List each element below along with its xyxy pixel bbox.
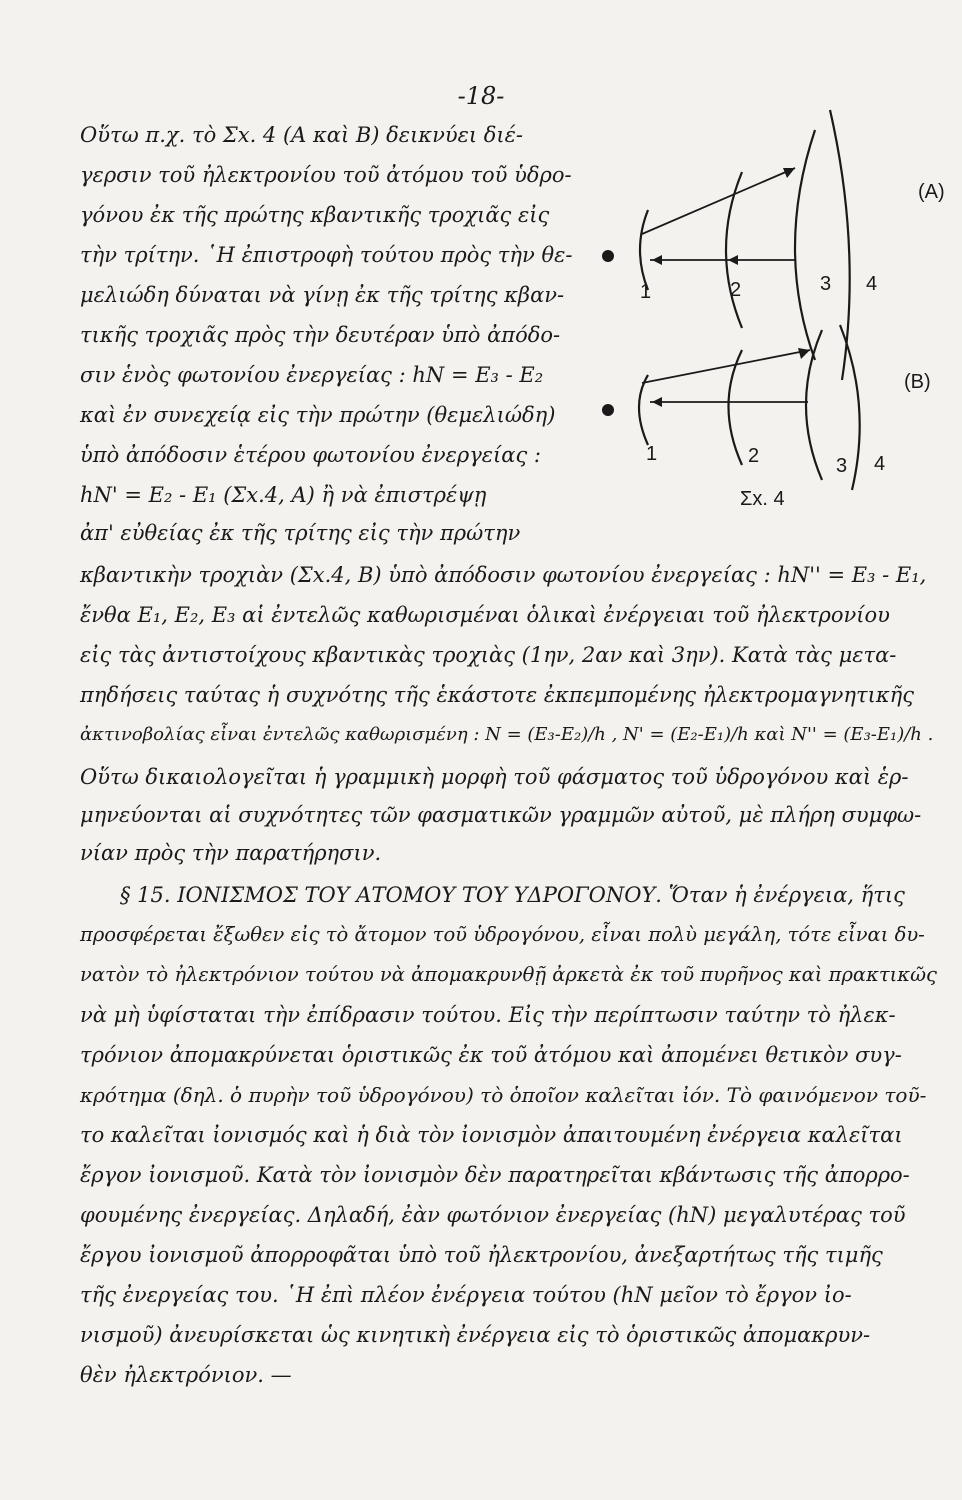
text-line: hN' = E₂ - E₁ (Σx.4, A) ἢ νὰ ἐπιστρέψῃ (80, 483, 487, 507)
orbit-b-label-4: 4 (874, 453, 886, 475)
text-line: Οὕτω π.χ. τὸ Σx. 4 (Α καὶ Β) δεικνύει διέ- (80, 123, 524, 147)
text-line: εἰς τὰς ἀντιστοίχους κβαντικὰς τροχιὰς (1ην, 2αν καὶ 3ην). Κατὰ τὰς μετα- (80, 643, 897, 667)
orbit-b-1 (639, 375, 648, 445)
text-line: κρότημα (δηλ. ὁ πυρὴν τοῦ ὑδρογόνου) τὸ ὁποῖον καλεῖται ἰόν. Τὸ φαινόμενον τοῦ- (80, 1083, 927, 1107)
text-line: ὑπὸ ἀπόδοσιν ἑτέρου φωτονίου ἐνεργείας : (80, 443, 541, 467)
text-line: τὴν τρίτην. ῾Η ἐπιστροφὴ τούτου πρὸς τὴν θε- (80, 243, 573, 267)
diagram-part-b (602, 325, 931, 490)
figure-orbit-transitions (590, 100, 960, 520)
text-line: νίαν πρὸς τὴν παρατήρησιν. (80, 841, 382, 865)
orbit-diagram (590, 100, 960, 520)
orbit-a-label-4: 4 (866, 273, 878, 295)
text-line: ἔνθα E₁, E₂, E₃ αἱ ἐντελῶς καθωρισμέναι ὁλικαὶ ἐνέργειαι τοῦ ἠλεκτρονίου (80, 603, 890, 627)
text-line: νατὸν τὸ ἠλεκτρόνιον τούτου νὰ ἀπομακρυνθῇ ἀρκετὰ ἐκ τοῦ πυρῆνος καὶ πρακτικῶς (80, 963, 937, 986)
text-line: σιν ἑνὸς φωτονίου ἐνεργείας : hN = E₃ - E₂ (80, 363, 544, 387)
orbit-b-label-1: 1 (646, 443, 658, 465)
text-line: τρόνιον ἀπομακρύνεται ὁριστικῶς ἐκ τοῦ ἀτόμου καὶ ἀπομένει θετικὸν συγ- (80, 1043, 902, 1067)
text-line: ἔργον ἰονισμοῦ. Κατὰ τὸν ἰονισμὸν δὲν παρατηρεῖται κβάντωσις τῆς ἀπορρο- (80, 1163, 910, 1187)
section-heading: § 15. ΙΟΝΙΣΜΟΣ ΤΟΥ ΑΤΟΜΟΥ ΤΟΥ ΥΔΡΟΓΟΝΟΥ. Ὅταν ἡ ἐνέργεια, ἥτις (120, 883, 905, 907)
orbit-b-label-2: 2 (748, 445, 760, 467)
text-line: κβαντικὴν τροχιὰν (Σx.4, Β) ὑπὸ ἀπόδοσιν φωτονίου ἐνεργείας : hN'' = E₃ - E₁, (80, 563, 927, 587)
figure-caption: Σx. 4 (740, 488, 785, 510)
text-line: ἔργου ἰονισμοῦ ἀπορροφᾶται ὑπὸ τοῦ ἠλεκτρονίου, ἀνεξαρτήτως τῆς τιμῆς (80, 1243, 883, 1267)
nucleus-b (602, 404, 614, 416)
label-a: (A) (918, 181, 945, 203)
diagram-part-a (602, 110, 945, 380)
orbit-b-2 (729, 350, 743, 465)
orbit-a-label-3: 3 (820, 273, 832, 295)
arrow-head-return-a-2 (728, 255, 738, 265)
text-line: το καλεῖται ἰονισμός καὶ ἡ διὰ τὸν ἰονισμὸν ἀπαιτουμένη ἐνέργεια καλεῖται (80, 1123, 903, 1147)
arrow-excitation-a (642, 168, 795, 234)
text-line: τικῆς τροχιᾶς πρὸς τὴν δευτέραν ὑπὸ ἀπόδο- (80, 323, 561, 347)
page-number: -18- (457, 82, 505, 110)
text-line: προσφέρεται ἔξωθεν εἰς τὸ ἄτομον τοῦ ὑδρογόνου, εἶναι πολὺ μεγάλη, τότε εἶναι δυ- (80, 923, 925, 946)
arrow-excitation-b (642, 350, 810, 383)
text-line: γερσιν τοῦ ἠλεκτρονίου τοῦ ἀτόμου τοῦ ὑδρο- (80, 163, 572, 187)
label-b: (B) (904, 371, 931, 393)
arrow-head-return-a-1 (652, 255, 662, 265)
arrow-head-return-b (652, 397, 662, 407)
text-line: ἀκτινοβολίας εἶναι ἐντελῶς καθωρισμένη : N = (E₃-E₂)/h , N' = (E₂-E₁)/h καὶ N'' = (E₃-E₁)/h . (80, 724, 934, 745)
text-line: φουμένης ἐνεργείας. Δηλαδή, ἐὰν φωτόνιον ἐνεργείας (hN) μεγαλυτέρας τοῦ (80, 1203, 906, 1227)
text-line: μηνεύονται αἱ συχνότητες τῶν φασματικῶν γραμμῶν αὐτοῦ, μὲ πλήρη συμφω- (80, 803, 922, 827)
text-line: Οὕτω δικαιολογεῖται ἡ γραμμικὴ μορφὴ τοῦ φάσματος τοῦ ὑδρογόνου καὶ ἑρ- (80, 765, 909, 789)
text-line: γόνου ἐκ τῆς πρώτης κβαντικῆς τροχιᾶς εἰς (80, 203, 550, 227)
text-line: νισμοῦ) ἀνευρίσκεται ὡς κινητικὴ ἐνέργεια εἰς τὸ ὁριστικῶς ἀπομακρυν- (80, 1323, 871, 1347)
orbit-a-4 (830, 110, 850, 380)
text-line: ἀπ' εὐθείας ἐκ τῆς τρίτης εἰς τὴν πρώτην (80, 521, 521, 545)
orbit-a-1 (640, 210, 648, 290)
orbit-b-3 (806, 330, 822, 480)
orbit-a-label-2: 2 (730, 279, 742, 301)
text-line: καὶ ἐν συνεχείᾳ εἰς τὴν πρώτην (θεμελιώδη) (80, 403, 556, 427)
orbit-a-label-1: 1 (640, 281, 652, 303)
text-line: θὲν ἠλεκτρόνιον. — (80, 1363, 292, 1387)
orbit-a-2 (726, 172, 742, 328)
orbit-b-label-3: 3 (836, 455, 848, 477)
text-line: νὰ μὴ ὑφίσταται τὴν ἐπίδρασιν τούτου. Εἰς τὴν περίπτωσιν ταύτην τὸ ἠλεκ- (80, 1003, 896, 1027)
text-line: πηδήσεις ταύτας ἡ συχνότης τῆς ἑκάστοτε ἐκπεμπομένης ἠλεκτρομαγνητικῆς (80, 683, 914, 707)
orbit-a-3 (795, 130, 815, 360)
text-line: τῆς ἐνεργείας του. ῾Η ἐπὶ πλέον ἐνέργεια τούτου (hN μεῖον τὸ ἔργον ἰο- (80, 1283, 852, 1307)
text-line: μελιώδη δύναται νὰ γίνῃ ἐκ τῆς τρίτης κβαν- (80, 283, 565, 307)
nucleus-a (602, 250, 614, 262)
